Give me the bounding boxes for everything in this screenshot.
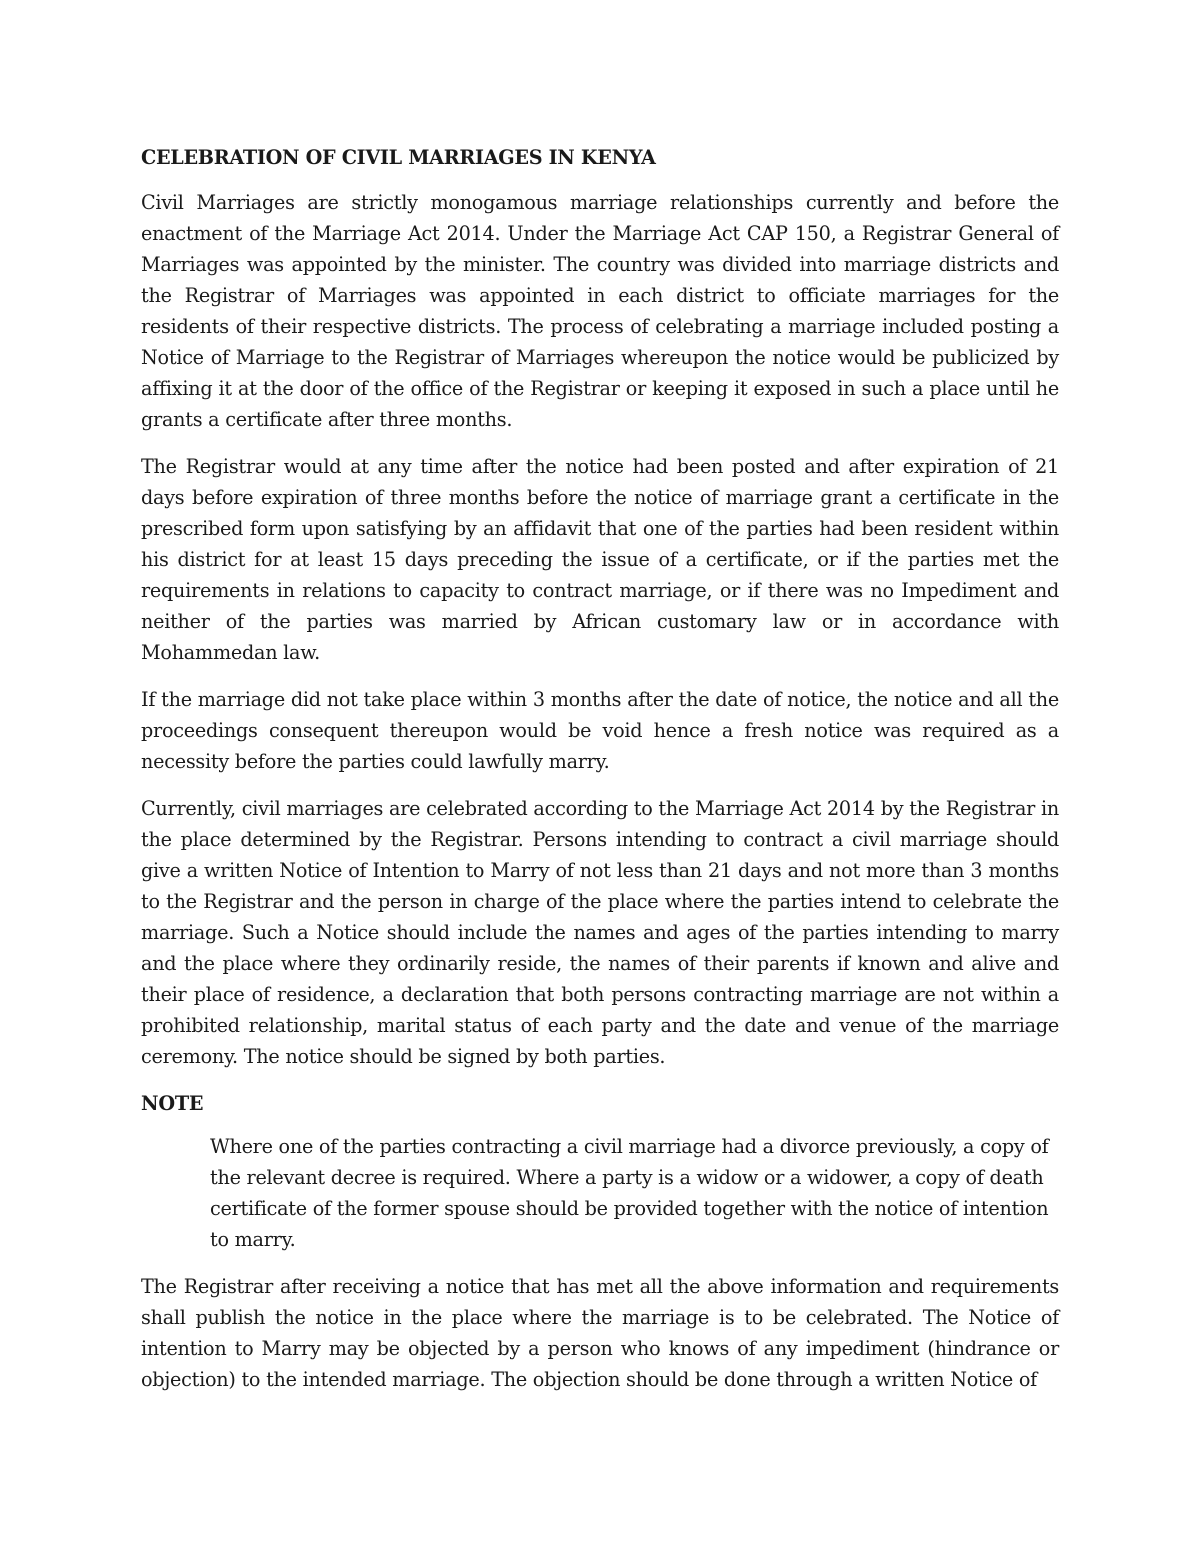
document-content [141,142,1059,1411]
paragraph-registrar-certificate: The Registrar would at any time after the notice had been posted and after expiration of 21 days before expiration of three months before the notice of marriage grant a certificate in the prescribed form upon satisfying by an affidavit that one of the parties had been resident within his district for at least 15 days preceding the issue of a certificate, or if the parties met the requirements in relations to capacity to contract marriage, or if there was no Impediment and neither of the parties was married by African customary law or in accordance with Mohammedan law. [141,455,1059,664]
paragraph-current-procedure: Currently, civil marriages are celebrated according to the Marriage Act 2014 by the Registrar in the place determined by the Registrar. Persons intending to contract a civil marriage should give a written Notice of Intention to Marry of not less than 21 days and not more than 3 months to the Registrar and the person in charge of the place where the parties intend to celebrate the marriage. Such a Notice should include the names and ages of the parties intending to marry and the place where they ordinarily reside, the names of their parents if known and alive and their place of residence, a declaration that both persons contracting marriage are not within a prohibited relationship, marital status of each party and the date and venue of the marriage ceremony. The notice should be signed by both parties. [141,797,1059,1068]
document-title: CELEBRATION OF CIVIL MARRIAGES IN KENYA [141,146,656,169]
note-body: Where one of the parties contracting a civil marriage had a divorce previously, a copy of the relevant decree is required. Where a party is a widow or a widower, a copy of death certificate of the former spouse should be provided together with the notice of intention to marry. [210,1135,1049,1251]
paragraph-civil-marriages-history: Civil Marriages are strictly monogamous marriage relationships currently and before the enactment of the Marriage Act 2014. Under the Marriage Act CAP 150, a Registrar General of Marriages was appointed by the minister. The country was divided into marriage districts and the Registrar of Marriages was appointed in each district to officiate marriages for the residents of their respective districts. The process of celebrating a marriage included posting a Notice of Marriage to the Registrar of Marriages whereupon the notice would be publicized by affixing it at the door of the office of the Registrar or keeping it exposed in such a place until he grants a certificate after three months. [141,191,1059,431]
paragraph-notice-void: If the marriage did not take place within 3 months after the date of notice, the notice and all the proceedings consequent thereupon would be void hence a fresh notice was required as a necessity before the parties could lawfully marry. [141,688,1059,773]
note-heading: NOTE [141,1092,204,1115]
paragraph-objection: The Registrar after receiving a notice that has met all the above information and requirements shall publish the notice in the place where the marriage is to be celebrated. The Notice of intention to Marry may be objected by a person who knows of any impediment (hindrance or objection) to the intended marriage. The objection should be done through a written Notice of [141,1275,1059,1391]
